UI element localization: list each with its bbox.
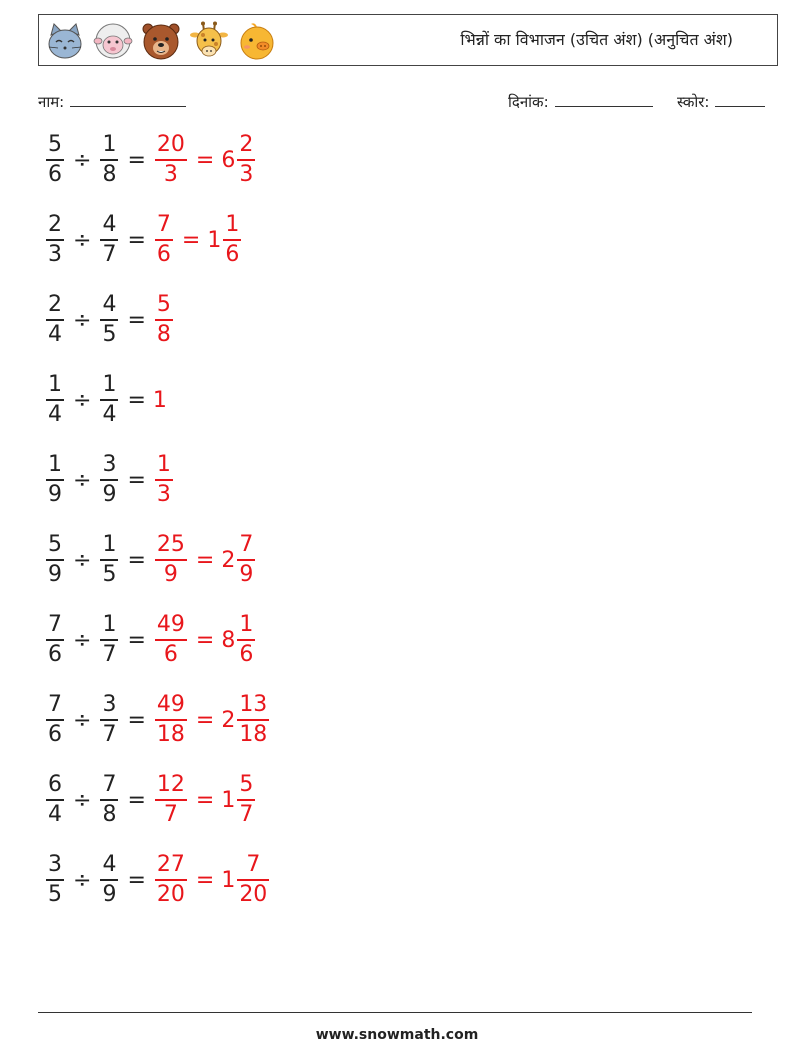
divide-sign: ÷: [73, 467, 92, 493]
denominator: 7: [239, 801, 254, 827]
dividend-fraction: [44, 774, 66, 826]
numerator: 49: [156, 612, 185, 638]
denominator: 8: [102, 801, 117, 827]
denominator: 5: [48, 881, 62, 907]
equals-sign: =: [195, 867, 215, 893]
equals-sign: =: [195, 627, 215, 653]
animal-icons: [45, 21, 277, 61]
mixed-fraction: [235, 774, 257, 826]
denominator: 7: [102, 721, 117, 747]
denominator: 4: [48, 801, 62, 827]
problem-row: [44, 368, 167, 432]
numerator: 1: [102, 532, 117, 558]
dividend-fraction: [44, 534, 66, 586]
numerator: 12: [156, 772, 185, 798]
answer: [153, 614, 257, 666]
denominator: 6: [225, 241, 240, 267]
denominator: 6: [163, 641, 178, 667]
denominator: 3: [239, 161, 254, 187]
problem-row: [44, 768, 257, 832]
date-field: [508, 92, 653, 112]
divisor-fraction: [98, 134, 120, 186]
equals-sign: =: [127, 787, 146, 813]
denominator: 6: [156, 241, 171, 267]
numerator: 3: [48, 852, 62, 878]
denominator: 3: [156, 481, 171, 507]
denominator: 8: [102, 161, 117, 187]
divisor-fraction: [98, 374, 120, 426]
equals-sign: =: [127, 387, 146, 413]
dividend-fraction: [44, 294, 66, 346]
numerator: 5: [156, 292, 171, 318]
denominator: 9: [48, 561, 62, 587]
dividend-fraction: [44, 694, 66, 746]
mixed-fraction: [221, 214, 243, 266]
denominator: 9: [102, 881, 117, 907]
denominator: 5: [102, 561, 117, 587]
answer: [153, 294, 175, 346]
divisor-fraction: [98, 454, 120, 506]
dividend-fraction: [44, 614, 66, 666]
denominator: 4: [48, 401, 62, 427]
denominator: 4: [48, 321, 62, 347]
denominator: 9: [239, 561, 254, 587]
equals-sign: =: [195, 147, 215, 173]
mixed-whole: 6: [221, 147, 236, 173]
answer-improper-fraction: [153, 854, 189, 906]
mixed-fraction: [235, 694, 271, 746]
footer-url: www.snowmath.com: [315, 1027, 479, 1043]
divide-sign: ÷: [73, 547, 92, 573]
answer-improper-fraction: [153, 534, 189, 586]
denominator: 4: [102, 401, 117, 427]
answer-improper-fraction: [153, 454, 175, 506]
denominator: 7: [102, 641, 117, 667]
divide-sign: ÷: [73, 867, 92, 893]
denominator: 20: [239, 881, 268, 907]
answer: [153, 454, 175, 506]
numerator: 4: [102, 852, 117, 878]
divide-sign: ÷: [73, 627, 92, 653]
answer-whole: 1: [152, 387, 167, 413]
dividend-fraction: [44, 214, 66, 266]
numerator: 4: [102, 212, 117, 238]
giraffe-icon: [189, 21, 229, 61]
numerator: 25: [156, 532, 185, 558]
divisor-fraction: [98, 214, 120, 266]
divisor-fraction: [98, 614, 120, 666]
answer-improper-fraction: [153, 614, 189, 666]
divisor-fraction: [98, 694, 120, 746]
numerator: 5: [239, 772, 254, 798]
divide-sign: ÷: [73, 147, 92, 173]
problem-row: [44, 608, 257, 672]
date-label: दिनांक:: [508, 93, 549, 111]
mixed-fraction: [235, 614, 257, 666]
numerator: 7: [239, 532, 254, 558]
numerator: 1: [102, 132, 117, 158]
equals-sign: =: [127, 867, 146, 893]
numerator: 5: [48, 132, 62, 158]
problem-row: [44, 528, 257, 592]
numerator: 7: [246, 852, 261, 878]
denominator: 20: [156, 881, 185, 907]
equals-sign: =: [127, 227, 146, 253]
mixed-fraction: [235, 854, 271, 906]
denominator: 9: [102, 481, 117, 507]
problem-row: [44, 848, 271, 912]
name-blank[interactable]: [70, 92, 186, 107]
denominator: 3: [48, 241, 62, 267]
numerator: 6: [48, 772, 62, 798]
answer-improper-fraction: [153, 774, 189, 826]
footer-divider: [38, 1012, 752, 1013]
mixed-whole: 1: [221, 867, 236, 893]
problem-row: [44, 288, 175, 352]
page-title: भिन्नों का विभाजन (उचित अंश) (अनुचित अंश): [460, 30, 733, 49]
numerator: 49: [156, 692, 185, 718]
numerator: 7: [48, 692, 62, 718]
numerator: 1: [156, 452, 171, 478]
denominator: 6: [48, 161, 62, 187]
score-field: [677, 92, 765, 112]
answer: [153, 534, 257, 586]
problem-row: [44, 128, 257, 192]
numerator: 1: [48, 372, 62, 398]
equals-sign: =: [195, 787, 215, 813]
equals-sign: =: [127, 147, 146, 173]
denominator: 6: [48, 721, 62, 747]
numerator: 7: [48, 612, 62, 638]
mixed-whole: 1: [207, 227, 222, 253]
denominator: 9: [48, 481, 62, 507]
equals-sign: =: [127, 467, 146, 493]
equals-sign: =: [195, 707, 215, 733]
numerator: 4: [102, 292, 117, 318]
equals-sign: =: [181, 227, 201, 253]
date-blank[interactable]: [555, 92, 653, 107]
divisor-fraction: [98, 774, 120, 826]
divisor-fraction: [98, 294, 120, 346]
mixed-whole: 1: [221, 787, 236, 813]
chick-icon: [237, 21, 277, 61]
numerator: 2: [48, 212, 62, 238]
divisor-fraction: [98, 854, 120, 906]
name-field: [38, 92, 186, 112]
answer: [153, 774, 257, 826]
denominator: 18: [239, 721, 268, 747]
equals-sign: =: [127, 707, 146, 733]
score-label: स्कोर:: [677, 93, 710, 111]
divide-sign: ÷: [73, 707, 92, 733]
divide-sign: ÷: [73, 787, 92, 813]
denominator: 3: [163, 161, 178, 187]
divide-sign: ÷: [73, 387, 92, 413]
denominator: 6: [239, 641, 254, 667]
answer-improper-fraction: [153, 214, 175, 266]
problem-row: [44, 688, 271, 752]
header-box: [38, 14, 778, 66]
answer: [153, 134, 257, 186]
numerator: 3: [102, 692, 117, 718]
denominator: 7: [163, 801, 178, 827]
equals-sign: =: [195, 547, 215, 573]
numerator: 1: [48, 452, 62, 478]
cat-icon: [45, 21, 85, 61]
numerator: 27: [156, 852, 185, 878]
denominator: 7: [102, 241, 117, 267]
score-blank[interactable]: [715, 92, 765, 107]
dividend-fraction: [44, 374, 66, 426]
denominator: 6: [48, 641, 62, 667]
mixed-fraction: [235, 134, 257, 186]
dividend-fraction: [44, 854, 66, 906]
bear-icon: [141, 21, 181, 61]
numerator: 1: [102, 612, 117, 638]
equals-sign: =: [127, 547, 146, 573]
numerator: 7: [156, 212, 171, 238]
numerator: 7: [102, 772, 117, 798]
numerator: 3: [102, 452, 117, 478]
equals-sign: =: [127, 307, 146, 333]
mixed-whole: 2: [221, 547, 236, 573]
mixed-whole: 2: [221, 707, 236, 733]
numerator: 1: [102, 372, 117, 398]
divide-sign: ÷: [73, 307, 92, 333]
answer-improper-fraction: [153, 134, 189, 186]
mixed-whole: 8: [221, 627, 236, 653]
answer-improper-fraction: [153, 294, 175, 346]
denominator: 18: [156, 721, 185, 747]
mixed-fraction: [235, 534, 257, 586]
dividend-fraction: [44, 134, 66, 186]
numerator: 1: [239, 612, 254, 638]
answer-improper-fraction: [153, 694, 189, 746]
problem-row: [44, 448, 175, 512]
numerator: 5: [48, 532, 62, 558]
denominator: 9: [163, 561, 178, 587]
sheep-icon: [93, 21, 133, 61]
equals-sign: =: [127, 627, 146, 653]
answer: [153, 694, 271, 746]
dividend-fraction: [44, 454, 66, 506]
denominator: 8: [156, 321, 171, 347]
numerator: 2: [239, 132, 254, 158]
problem-row: [44, 208, 243, 272]
numerator: 2: [48, 292, 62, 318]
name-label: नाम:: [38, 93, 65, 111]
divide-sign: ÷: [73, 227, 92, 253]
divisor-fraction: [98, 534, 120, 586]
numerator: 20: [156, 132, 185, 158]
numerator: 13: [239, 692, 268, 718]
answer: [153, 854, 271, 906]
numerator: 1: [225, 212, 240, 238]
denominator: 5: [102, 321, 117, 347]
answer: [153, 214, 243, 266]
